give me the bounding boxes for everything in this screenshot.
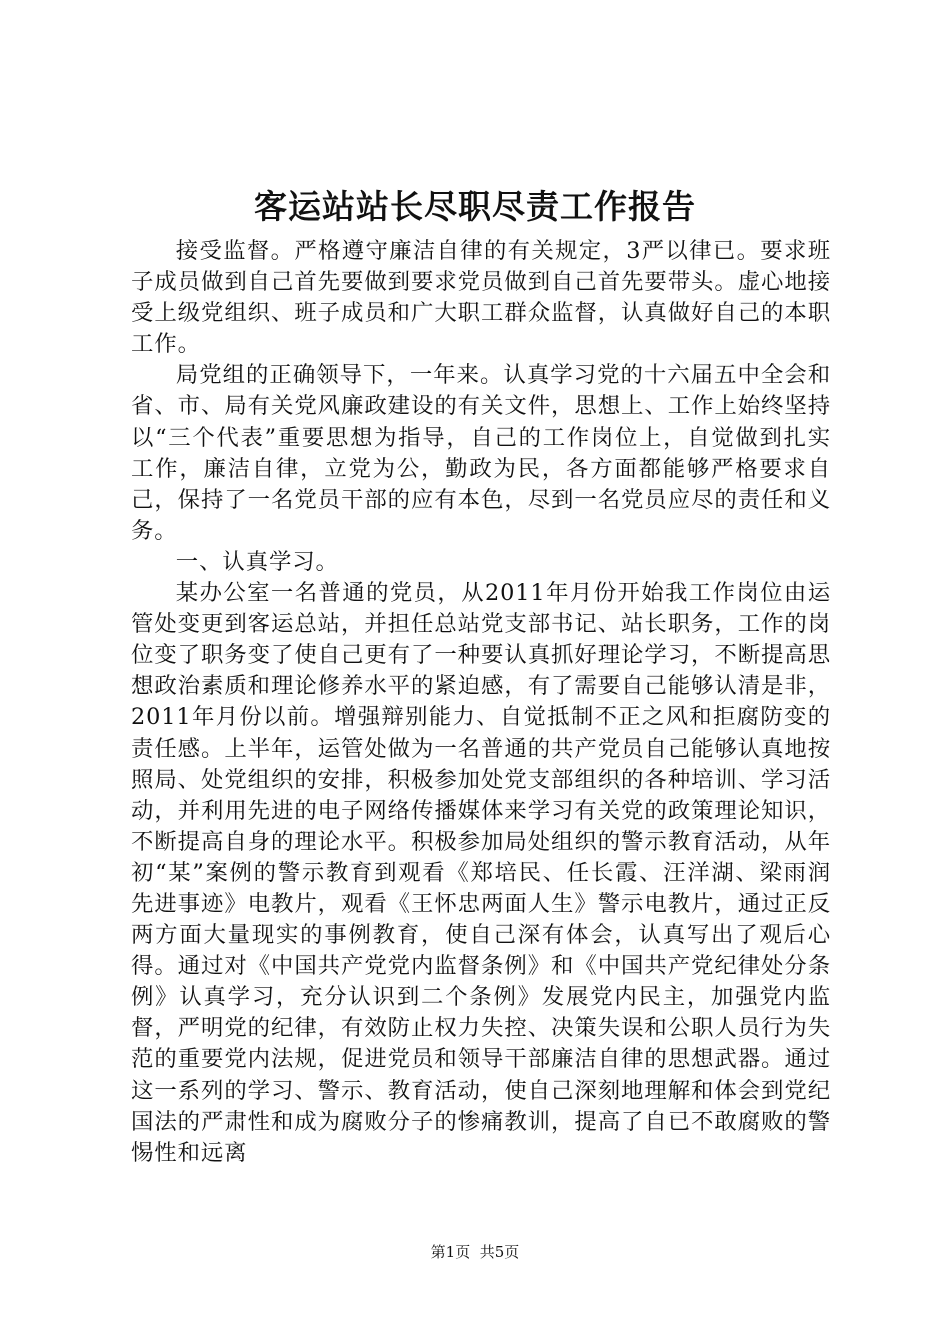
page-total: 共5页 (479, 1243, 520, 1261)
page-footer (0, 1241, 950, 1263)
paragraph-accept-supervision: 接受监督。严格遵守廉洁自律的有关规定，3严以律已。要求班子成员做到自己首先要做到要求党员做到自己首先要带头。虚心地接受上级党组织、班子成员和广大职工群众监督，认真做好自己的本职工作。 (131, 238, 831, 358)
paragraph-leadership: 局党组的正确领导下，一年来。认真学习党的十六届五中全会和省、市、局有关党风廉政建设的有关文件，思想上、工作上始终坚持以“三个代表”重要思想为指导，自己的工作岗位上，自觉做到扎实工作，廉洁自律，立党为公，勤政为民，各方面都能够严格要求自己，保持了一名党员干部的应有本色，尽到一名党员应尽的责任和义务。 (131, 362, 831, 544)
page-number: 第1页 (430, 1243, 471, 1261)
paragraph-study-details: 某办公室一名普通的党员，从2011年月份开始我工作岗位由运管处变更到客运总站，并担任总站党支部书记、站长职务，工作的岗位变了职务变了使自己更有了一种要认真抓好理论学习，不断提高思想政治素质和理论修养水平的紧迫感，有了需要自己能够认清是非，2011年月份以前。增强辩别能力、自觉抵制不正之风和拒腐防变的责任感。上半年，运管处做为一名普通的共产党员自己能够认真地按照局、处党组织的安排，积极参加处党支部组织的各种培训、学习活动，并利用先进的电子网络传播媒体来学习有关党的政策理论知识，不断提高自身的理论水平。积极参加局处组织的警示教育活动，从年初“某”案例的警示教育到观看《郑培民、任长霞、汪洋湖、梁雨润先进事迹》电教片，观看《王怀忠两面人生》警示电教片，通过正反两方面大量现实的事例教育，使自己深有体会，认真写出了观后心得。通过对《中国共产党党内监督条例》和《中国共产党纪律处分条例》认真学习，充分认识到二个条例》发展党内民主，加强党内监督，严明党的纪律，有效防止权力失控、决策失误和公职人员行为失范的重要党内法规，促进党员和领导干部廉洁自律的思想武器。通过这一系列的学习、警示、教育活动，使自己深刻地理解和体会到党纪国法的严肃性和成为腐败分子的惨痛教训，提高了自已不敢腐败的警惕性和远离 (131, 580, 831, 1166)
document-title: 客运站站长尽职尽责工作报告 (254, 187, 696, 226)
document-body (131, 236, 831, 1169)
section-heading-study: 一、认真学习。 (175, 548, 339, 575)
